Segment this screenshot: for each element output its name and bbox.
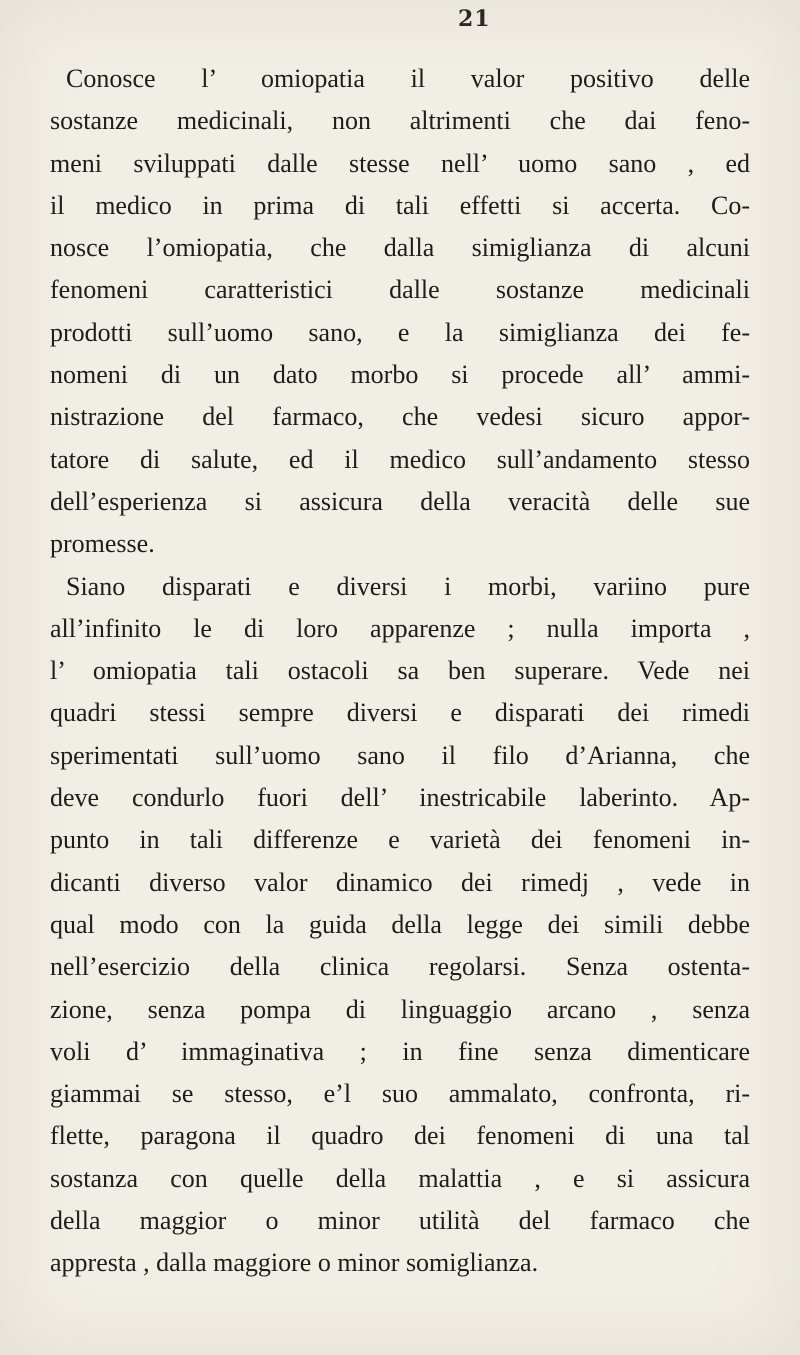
text-line: dicanti diverso valor dinamico dei rimedj , vede in bbox=[50, 867, 750, 897]
text-line: Siano disparati e diversi i morbi, variino pure bbox=[66, 571, 750, 601]
body-text bbox=[50, 58, 750, 1285]
text-line: giammai se stesso, e’l suo ammalato, confronta, ri- bbox=[50, 1079, 750, 1109]
text-line: deve condurlo fuori dell’ inestricabile laberinto. Ap- bbox=[50, 783, 750, 813]
text-line: qual modo con la guida della legge dei simili debbe bbox=[50, 909, 750, 939]
text-line: flette, paragona il quadro dei fenomeni di una tal bbox=[50, 1121, 750, 1151]
paragraph-2 bbox=[50, 566, 750, 1285]
text-line: meni sviluppati dalle stesse nell’ uomo sano , ed bbox=[50, 148, 750, 178]
text-line: nell’esercizio della clinica regolarsi. Senza ostenta- bbox=[50, 952, 750, 982]
text-line: punto in tali differenze e varietà dei fenomeni in- bbox=[50, 825, 750, 855]
text-line: nomeni di un dato morbo si procede all’ ammi- bbox=[50, 360, 750, 390]
text-line: dell’esperienza si assicura della veracità delle sue bbox=[50, 486, 750, 516]
text-line: appresta , dalla maggiore o minor somiglianza. bbox=[50, 1248, 539, 1278]
text-line: tatore di salute, ed il medico sull’andamento stesso bbox=[50, 444, 750, 474]
text-line: Conosce l’ omiopatia il valor positivo delle bbox=[66, 64, 750, 93]
text-line: nistrazione del farmaco, che vedesi sicuro appor- bbox=[50, 402, 750, 432]
text-line: promesse. bbox=[50, 529, 155, 559]
paragraph-1 bbox=[50, 58, 750, 566]
text-line: nosce l’omiopatia, che dalla simiglianza di alcuni bbox=[50, 233, 750, 263]
text-line: fenomeni caratteristici dalle sostanze medicinali bbox=[50, 275, 750, 305]
text-line: voli d’ immaginativa ; in fine senza dimenticare bbox=[50, 1036, 750, 1066]
text-line: prodotti sull’uomo sano, e la simiglianza dei fe- bbox=[50, 317, 750, 347]
text-line: zione, senza pompa di linguaggio arcano , senza bbox=[50, 994, 750, 1024]
text-line: il medico in prima di tali effetti si accerta. Co- bbox=[50, 190, 750, 220]
text-line: all’infinito le di loro apparenze ; nulla importa , bbox=[50, 613, 750, 643]
text-line: della maggior o minor utilità del farmaco che bbox=[50, 1206, 750, 1236]
text-line: sostanze medicinali, non altrimenti che dai feno- bbox=[50, 106, 750, 136]
text-line: l’ omiopatia tali ostacoli sa ben superare. Vede nei bbox=[50, 656, 750, 686]
text-line: sostanza con quelle della malattia , e si assicura bbox=[50, 1163, 750, 1193]
text-line: quadri stessi sempre diversi e disparati dei rimedi bbox=[50, 698, 750, 728]
text-line: sperimentati sull’uomo sano il filo d’Arianna, che bbox=[50, 740, 750, 770]
page-number: 21 bbox=[458, 6, 491, 32]
